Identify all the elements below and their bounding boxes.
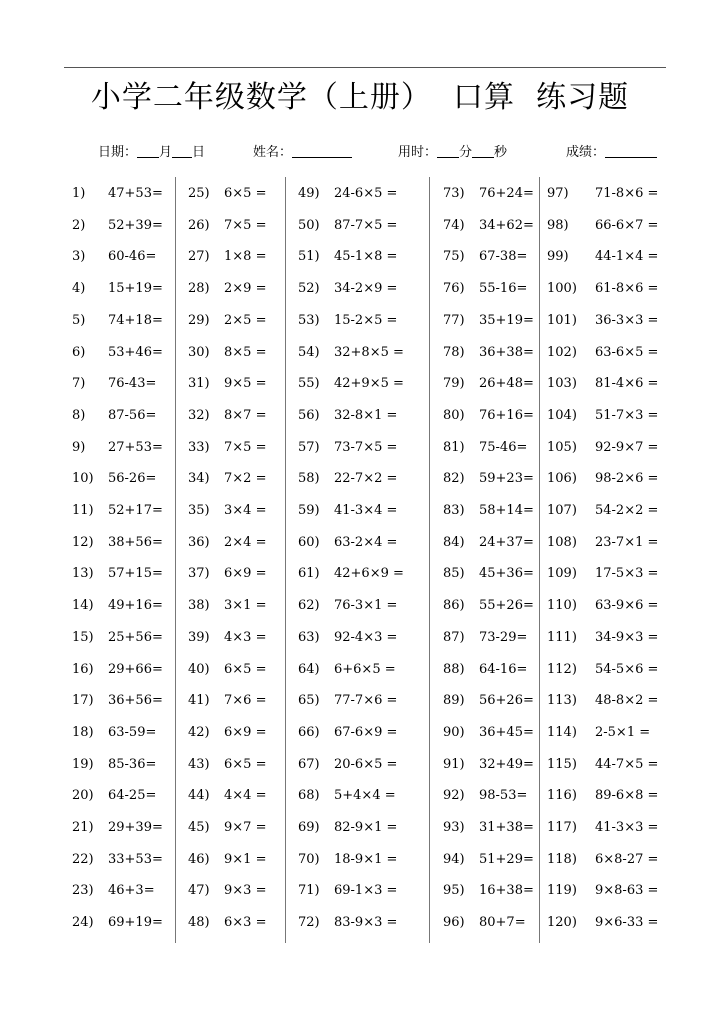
problem-number: 90) [443,725,465,740]
problem-expression: 2×4 = [224,535,267,550]
problem-expression: 54-2×2 = [595,503,659,518]
problem-expression: 32+8×5 = [334,345,404,360]
problem-expression: 24-6×5 = [334,186,398,201]
problem-number: 20) [72,788,94,803]
name-label: 姓名： [253,145,293,160]
problem-number: 77) [443,313,465,328]
time-label: 用时： [398,145,438,160]
problem-number: 94) [443,852,465,867]
problem-expression: 67-6×9 = [334,725,398,740]
problem-number: 64) [298,662,320,677]
problem-expression: 57+15= [108,566,163,581]
column-divider [429,177,430,943]
problem-expression: 76-3×1 = [334,598,398,613]
problem-number: 112) [547,662,577,677]
date-field [98,143,205,163]
top-rule [64,67,666,68]
problem-number: 85) [443,566,465,581]
problem-expression: 6×5 = [224,757,267,772]
problem-expression: 6×5 = [224,662,267,677]
problem-number: 100) [547,281,577,296]
problem-number: 91) [443,757,465,772]
problem-number: 120) [547,915,577,930]
problem-expression: 33+53= [108,852,163,867]
problem-expression: 20-6×5 = [334,757,398,772]
score-field [566,143,657,163]
problem-number: 97) [547,186,569,201]
problem-number: 74) [443,218,465,233]
day-label: 日 [192,145,206,160]
problem-expression: 34-9×3 = [595,630,659,645]
problem-expression: 36+56= [108,693,163,708]
problem-number: 71) [298,883,320,898]
problem-number: 108) [547,535,577,550]
problem-number: 19) [72,757,94,772]
problem-expression: 32+49= [479,757,534,772]
problem-expression: 4×3 = [224,630,267,645]
problem-expression: 6×8-27 = [595,852,659,867]
score-label: 成绩： [566,145,606,160]
problem-expression: 22-7×2 = [334,471,398,486]
problem-number: 86) [443,598,465,613]
problem-expression: 42+6×9 = [334,566,404,581]
problem-number: 96) [443,915,465,930]
problem-number: 68) [298,788,320,803]
problem-expression: 42+9×5 = [334,376,404,391]
problem-expression: 47+53= [108,186,163,201]
problem-number: 31) [188,376,210,391]
problem-number: 1) [72,186,86,201]
problem-expression: 52+17= [108,503,163,518]
problem-number: 87) [443,630,465,645]
month-blank[interactable] [137,143,159,158]
problem-number: 51) [298,249,320,264]
problem-number: 50) [298,218,320,233]
problem-expression: 81-4×6 = [595,376,659,391]
problem-expression: 82-9×1 = [334,820,398,835]
problem-expression: 76+24= [479,186,534,201]
problem-expression: 36+45= [479,725,534,740]
problem-number: 22) [72,852,94,867]
second-blank[interactable] [472,143,494,158]
problem-number: 79) [443,376,465,391]
problem-expression: 49+16= [108,598,163,613]
problem-number: 6) [72,345,86,360]
problem-expression: 29+39= [108,820,163,835]
problem-number: 83) [443,503,465,518]
problem-number: 3) [72,249,86,264]
problem-number: 99) [547,249,569,264]
problem-expression: 6×9 = [224,725,267,740]
problem-expression: 3×4 = [224,503,267,518]
problem-expression: 63-2×4 = [334,535,398,550]
problem-expression: 69-1×3 = [334,883,398,898]
problem-expression: 44-1×4 = [595,249,659,264]
problem-expression: 73-29= [479,630,528,645]
problem-number: 11) [72,503,94,518]
problem-number: 60) [298,535,320,550]
problem-grid [0,183,720,943]
problem-number: 93) [443,820,465,835]
problem-number: 98) [547,218,569,233]
problem-column-5 [547,183,677,943]
problem-expression: 75-46= [479,440,528,455]
problem-number: 78) [443,345,465,360]
problem-expression: 9×7 = [224,820,267,835]
problem-number: 59) [298,503,320,518]
problem-expression: 2×9 = [224,281,267,296]
problem-number: 21) [72,820,94,835]
problem-number: 43) [188,757,210,772]
minute-blank[interactable] [437,143,459,158]
problem-number: 62) [298,598,320,613]
problem-expression: 34+62= [479,218,534,233]
problem-expression: 44-7×5 = [595,757,659,772]
problem-expression: 6×5 = [224,186,267,201]
problem-number: 61) [298,566,320,581]
minute-label: 分 [459,145,473,160]
problem-expression: 98-53= [479,788,528,803]
problem-number: 35) [188,503,210,518]
problem-number: 58) [298,471,320,486]
problem-number: 17) [72,693,94,708]
problem-number: 65) [298,693,320,708]
problem-expression: 29+66= [108,662,163,677]
problem-expression: 2-5×1 = [595,725,651,740]
problem-number: 105) [547,440,577,455]
problem-expression: 8×5 = [224,345,267,360]
problem-number: 104) [547,408,577,423]
problem-number: 113) [547,693,577,708]
problem-number: 46) [188,852,210,867]
problem-column-3 [298,183,428,943]
problem-number: 76) [443,281,465,296]
problem-expression: 51+29= [479,852,534,867]
problem-number: 53) [298,313,320,328]
problem-expression: 38+56= [108,535,163,550]
problem-number: 36) [188,535,210,550]
problem-number: 106) [547,471,577,486]
problem-number: 28) [188,281,210,296]
problem-number: 101) [547,313,577,328]
problem-number: 55) [298,376,320,391]
problem-number: 41) [188,693,210,708]
problem-expression: 66-6×7 = [595,218,659,233]
problem-expression: 73-7×5 = [334,440,398,455]
problem-expression: 1×8 = [224,249,267,264]
problem-expression: 64-16= [479,662,528,677]
problem-expression: 89-6×8 = [595,788,659,803]
problem-expression: 55+26= [479,598,534,613]
problem-number: 26) [188,218,210,233]
problem-expression: 9×1 = [224,852,267,867]
problem-number: 32) [188,408,210,423]
problem-expression: 63-59= [108,725,157,740]
problem-number: 95) [443,883,465,898]
problem-expression: 9×6-33 = [595,915,659,930]
problem-number: 45) [188,820,210,835]
problem-column-1 [72,183,202,943]
problem-expression: 2×5 = [224,313,267,328]
problem-number: 5) [72,313,86,328]
problem-expression: 9×5 = [224,376,267,391]
problem-number: 9) [72,440,86,455]
problem-number: 54) [298,345,320,360]
problem-number: 118) [547,852,577,867]
name-blank[interactable] [292,143,352,158]
problem-number: 80) [443,408,465,423]
problem-number: 12) [72,535,94,550]
problem-number: 69) [298,820,320,835]
problem-expression: 83-9×3 = [334,915,398,930]
problem-number: 40) [188,662,210,677]
problem-number: 92) [443,788,465,803]
problem-number: 38) [188,598,210,613]
problem-number: 48) [188,915,210,930]
problem-number: 10) [72,471,94,486]
problem-expression: 6×3 = [224,915,267,930]
page-title: 小学二年级数学（上册） 口算 练习题 [90,80,630,115]
problem-expression: 87-56= [108,408,157,423]
problem-number: 56) [298,408,320,423]
problem-number: 42) [188,725,210,740]
problem-number: 115) [547,757,577,772]
problem-expression: 87-7×5 = [334,218,398,233]
problem-expression: 76-43= [108,376,157,391]
problem-expression: 92-9×7 = [595,440,659,455]
problem-expression: 34-2×9 = [334,281,398,296]
problem-number: 13) [72,566,94,581]
problem-number: 4) [72,281,86,296]
problem-number: 111) [547,630,577,645]
problem-expression: 45+36= [479,566,534,581]
problem-expression: 3×1 = [224,598,267,613]
problem-expression: 31+38= [479,820,534,835]
problem-expression: 56+26= [479,693,534,708]
name-field [253,143,352,163]
problem-number: 89) [443,693,465,708]
problem-expression: 35+19= [479,313,534,328]
problem-number: 29) [188,313,210,328]
problem-expression: 7×5 = [224,440,267,455]
problem-number: 34) [188,471,210,486]
problem-expression: 59+23= [479,471,534,486]
problem-expression: 85-36= [108,757,157,772]
problem-expression: 4×4 = [224,788,267,803]
problem-expression: 67-38= [479,249,528,264]
problem-expression: 41-3×3 = [595,820,659,835]
problem-expression: 41-3×4 = [334,503,398,518]
problem-expression: 58+14= [479,503,534,518]
problem-expression: 46+3= [108,883,155,898]
second-label: 秒 [494,145,508,160]
problem-expression: 17-5×3 = [595,566,659,581]
problem-expression: 69+19= [108,915,163,930]
problem-number: 84) [443,535,465,550]
problem-number: 39) [188,630,210,645]
problem-expression: 53+46= [108,345,163,360]
problem-expression: 55-16= [479,281,528,296]
problem-number: 110) [547,598,577,613]
problem-number: 25) [188,186,210,201]
date-label: 日期： [98,145,138,160]
problem-expression: 5+4×4 = [334,788,396,803]
problem-expression: 15-2×5 = [334,313,398,328]
problem-number: 18) [72,725,94,740]
problem-expression: 45-1×8 = [334,249,398,264]
problem-expression: 25+56= [108,630,163,645]
problem-number: 107) [547,503,577,518]
problem-expression: 6+6×5 = [334,662,396,677]
problem-expression: 26+48= [479,376,534,391]
problem-expression: 8×7 = [224,408,267,423]
problem-expression: 36+38= [479,345,534,360]
problem-number: 52) [298,281,320,296]
problem-expression: 48-8×2 = [595,693,659,708]
problem-expression: 92-4×3 = [334,630,398,645]
problem-expression: 98-2×6 = [595,471,659,486]
time-field [398,143,507,163]
problem-number: 57) [298,440,320,455]
problem-number: 66) [298,725,320,740]
day-blank[interactable] [172,143,192,158]
problem-number: 119) [547,883,577,898]
problem-expression: 27+53= [108,440,163,455]
problem-number: 88) [443,662,465,677]
problem-number: 14) [72,598,94,613]
problem-number: 70) [298,852,320,867]
problem-expression: 24+37= [479,535,534,550]
problem-number: 37) [188,566,210,581]
problem-expression: 23-7×1 = [595,535,659,550]
problem-expression: 52+39= [108,218,163,233]
problem-number: 8) [72,408,86,423]
problem-number: 82) [443,471,465,486]
problem-number: 44) [188,788,210,803]
problem-expression: 7×2 = [224,471,267,486]
problem-number: 16) [72,662,94,677]
problem-expression: 54-5×6 = [595,662,659,677]
problem-number: 102) [547,345,577,360]
problem-expression: 6×9 = [224,566,267,581]
problem-number: 67) [298,757,320,772]
problem-number: 30) [188,345,210,360]
problem-number: 23) [72,883,94,898]
problem-expression: 15+19= [108,281,163,296]
problem-number: 24) [72,915,94,930]
problem-number: 63) [298,630,320,645]
problem-number: 117) [547,820,577,835]
problem-number: 2) [72,218,86,233]
problem-expression: 9×8-63 = [595,883,659,898]
problem-expression: 71-8×6 = [595,186,659,201]
problem-number: 73) [443,186,465,201]
problem-number: 49) [298,186,320,201]
problem-number: 47) [188,883,210,898]
problem-number: 33) [188,440,210,455]
problem-number: 81) [443,440,465,455]
problem-expression: 74+18= [108,313,163,328]
problem-number: 7) [72,376,86,391]
problem-expression: 60-46= [108,249,157,264]
problem-expression: 16+38= [479,883,534,898]
problem-expression: 32-8×1 = [334,408,398,423]
problem-number: 27) [188,249,210,264]
problem-number: 116) [547,788,577,803]
score-blank[interactable] [605,143,657,158]
problem-expression: 63-6×5 = [595,345,659,360]
problem-expression: 51-7×3 = [595,408,659,423]
problem-expression: 76+16= [479,408,534,423]
problem-expression: 56-26= [108,471,157,486]
month-label: 月 [159,145,173,160]
problem-expression: 9×3 = [224,883,267,898]
problem-expression: 77-7×6 = [334,693,398,708]
problem-expression: 64-25= [108,788,157,803]
problem-expression: 63-9×6 = [595,598,659,613]
problem-expression: 7×5 = [224,218,267,233]
problem-expression: 36-3×3 = [595,313,659,328]
problem-number: 15) [72,630,94,645]
problem-expression: 7×6 = [224,693,267,708]
problem-number: 103) [547,376,577,391]
problem-expression: 61-8×6 = [595,281,659,296]
problem-number: 75) [443,249,465,264]
problem-number: 72) [298,915,320,930]
problem-number: 109) [547,566,577,581]
problem-number: 114) [547,725,577,740]
problem-expression: 80+7= [479,915,526,930]
problem-expression: 18-9×1 = [334,852,398,867]
